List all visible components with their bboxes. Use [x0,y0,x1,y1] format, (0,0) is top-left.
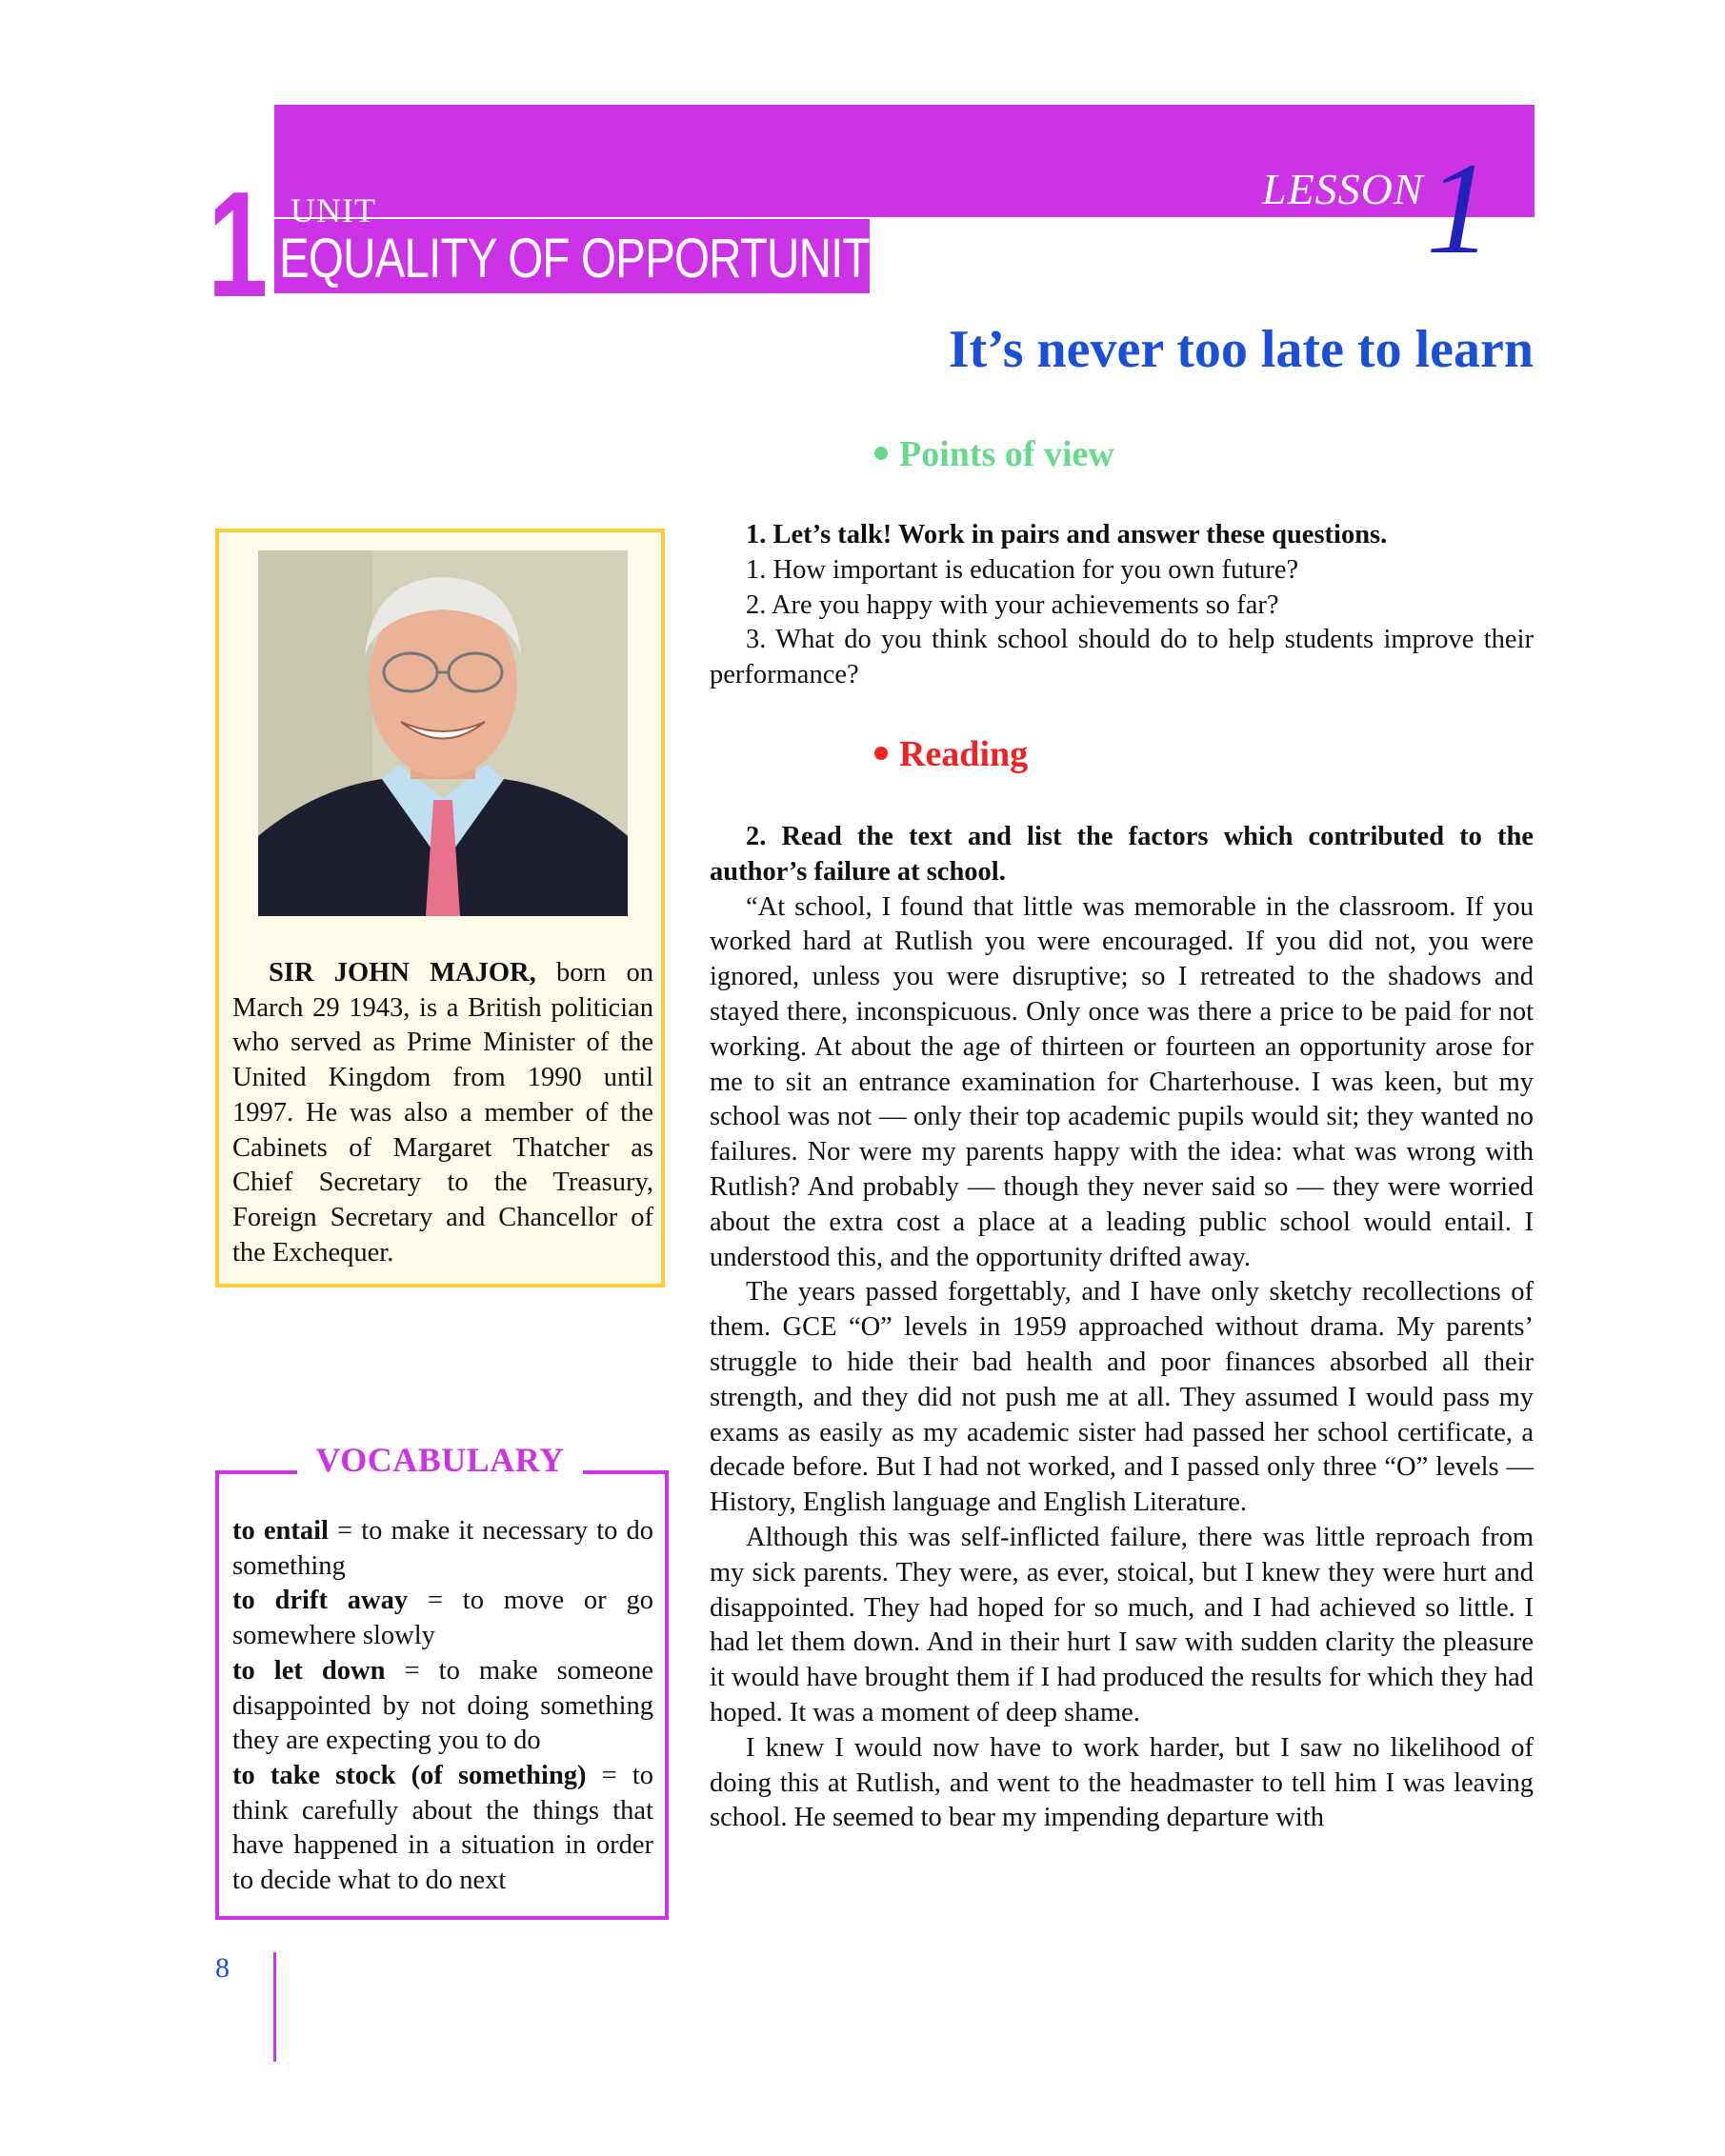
profile-paragraph [232,956,653,1270]
exercise-1-instruction [710,518,1534,553]
vocabulary-term: to entail [232,1516,329,1546]
lesson-label: LESSON [1262,165,1424,213]
exercise-2-instruction [710,820,1534,890]
reading-paragraph: “At school, I found that little was memorable in the classroom. If you worked hard at Rutlish you were encouraged. If you did not, you were ignored, unless you were disruptive; so I retreated to the shadows and stayed there, inconspicuous. Only once was there a price to be paid for not working. At about the age of thirteen or fourteen an opportunity arose for me to sit an entrance examination for Charterhouse. I was keen, but my school was not — only their top academic pupils would sit; they wanted no failures. Nor were my parents happy with the idea: what was wrong with Rutlish? And probably — though they never said so — they were worried about the extra cost a place at a leading public school would entail. I understood this, and the opportunity drifted away. [710,891,1534,1272]
portrait-photo [258,550,628,916]
vocabulary-term: to drift away [232,1586,409,1616]
vocabulary-entry [232,1654,653,1759]
vocabulary-term: to let down [232,1655,386,1686]
unit-label: UNIT [291,191,376,230]
page-number: 8 [215,1952,230,1984]
exercise-2 [710,820,1534,1836]
vocabulary-entry [232,1514,653,1584]
vocabulary-definition: = to make someone disappointed by not doing something they are expecting you to do [232,1655,653,1756]
profile-text [232,956,653,1270]
section-heading-reading [874,733,1028,775]
lesson-number: 1 [1426,135,1492,281]
question-item: 1. How important is education for you own future? [746,554,1299,585]
exercise-1-instruction-text: 1. Let’s talk! Work in pairs and answer these questions. [746,520,1388,549]
vocabulary-definition: = to think carefully about the things that have happened in a situation in order to decide what to do next [232,1760,653,1896]
vocabulary-heading: VOCABULARY [297,1440,583,1480]
question-item: 2. Are you happy with your achievements so far? [746,589,1279,620]
portrait-image [258,550,628,916]
vocabulary-definition: = to move or go somewhere slowly [232,1586,653,1651]
section-heading-points-of-view [874,433,1114,475]
exercise-2-instruction-text: 2. Read the text and list the factors which contributed to the author’s failure at school. [710,822,1534,887]
lesson-title: It’s never too late to learn [948,320,1534,379]
reading-paragraph: I knew I would now have to work harder, but I saw no likelihood of doing this at Rutlish, and went to the headmaster to tell him I was leaving school. He seemed to bear my impending departure with [710,1732,1534,1833]
vocabulary-list [232,1514,653,1899]
bullet-icon [874,747,888,760]
vocabulary-entry [232,1584,653,1653]
profile-name: SIR JOHN MAJOR, [269,958,536,988]
question-item: 3. What do you think school should do to help students improve their performance? [710,625,1534,690]
vocabulary-term: to take stock (of something) [232,1760,587,1790]
vocabulary-definition: = to make it necessary to do something [232,1516,653,1581]
exercise-1 [710,518,1534,693]
unit-title: EQUALITY OF OPPORTUNITIES [279,228,940,289]
profile-description: born on March 29 1943, is a British politician who served as Prime Minister of the United Kingdom from 1990 until 1997. He was also a member of the Cabinets of Margaret Thatcher as Chief Secretary to the Treasury, Foreign Secretary and Chancellor of the Exchequer. [232,958,653,1268]
reading-paragraph: The years passed forgettably, and I have only sketchy recollections of them. GCE “O” levels in 1959 approached without drama. My parents’ struggle to hide their bad health and poor finances absorbed all their strength, and they did not push me at all. They assumed I would pass my exams as easily as my academic sister had passed her school certificate, a decade before. But I had not worked, and I passed only three “O” levels — History, English language and English Literature. [710,1277,1534,1518]
bullet-icon [874,447,888,460]
unit-number: 1 [208,161,269,329]
vocabulary-entry [232,1759,653,1899]
reading-paragraph: Although this was self-inflicted failure, there was little reproach from my sick parents. They were, as ever, stoical, but I knew they were hurt and disappointed. They had hoped for so much, and I had achieved so little. I had let them down. And in their hurt I saw with sudden clarity the pleasure it would have brought them if I had produced the results for which they had hoped. It was a moment of deep shame. [710,1522,1534,1727]
page-rule [273,1952,276,2062]
section-heading-text: Reading [899,734,1029,774]
section-heading-text: Points of view [899,434,1114,474]
